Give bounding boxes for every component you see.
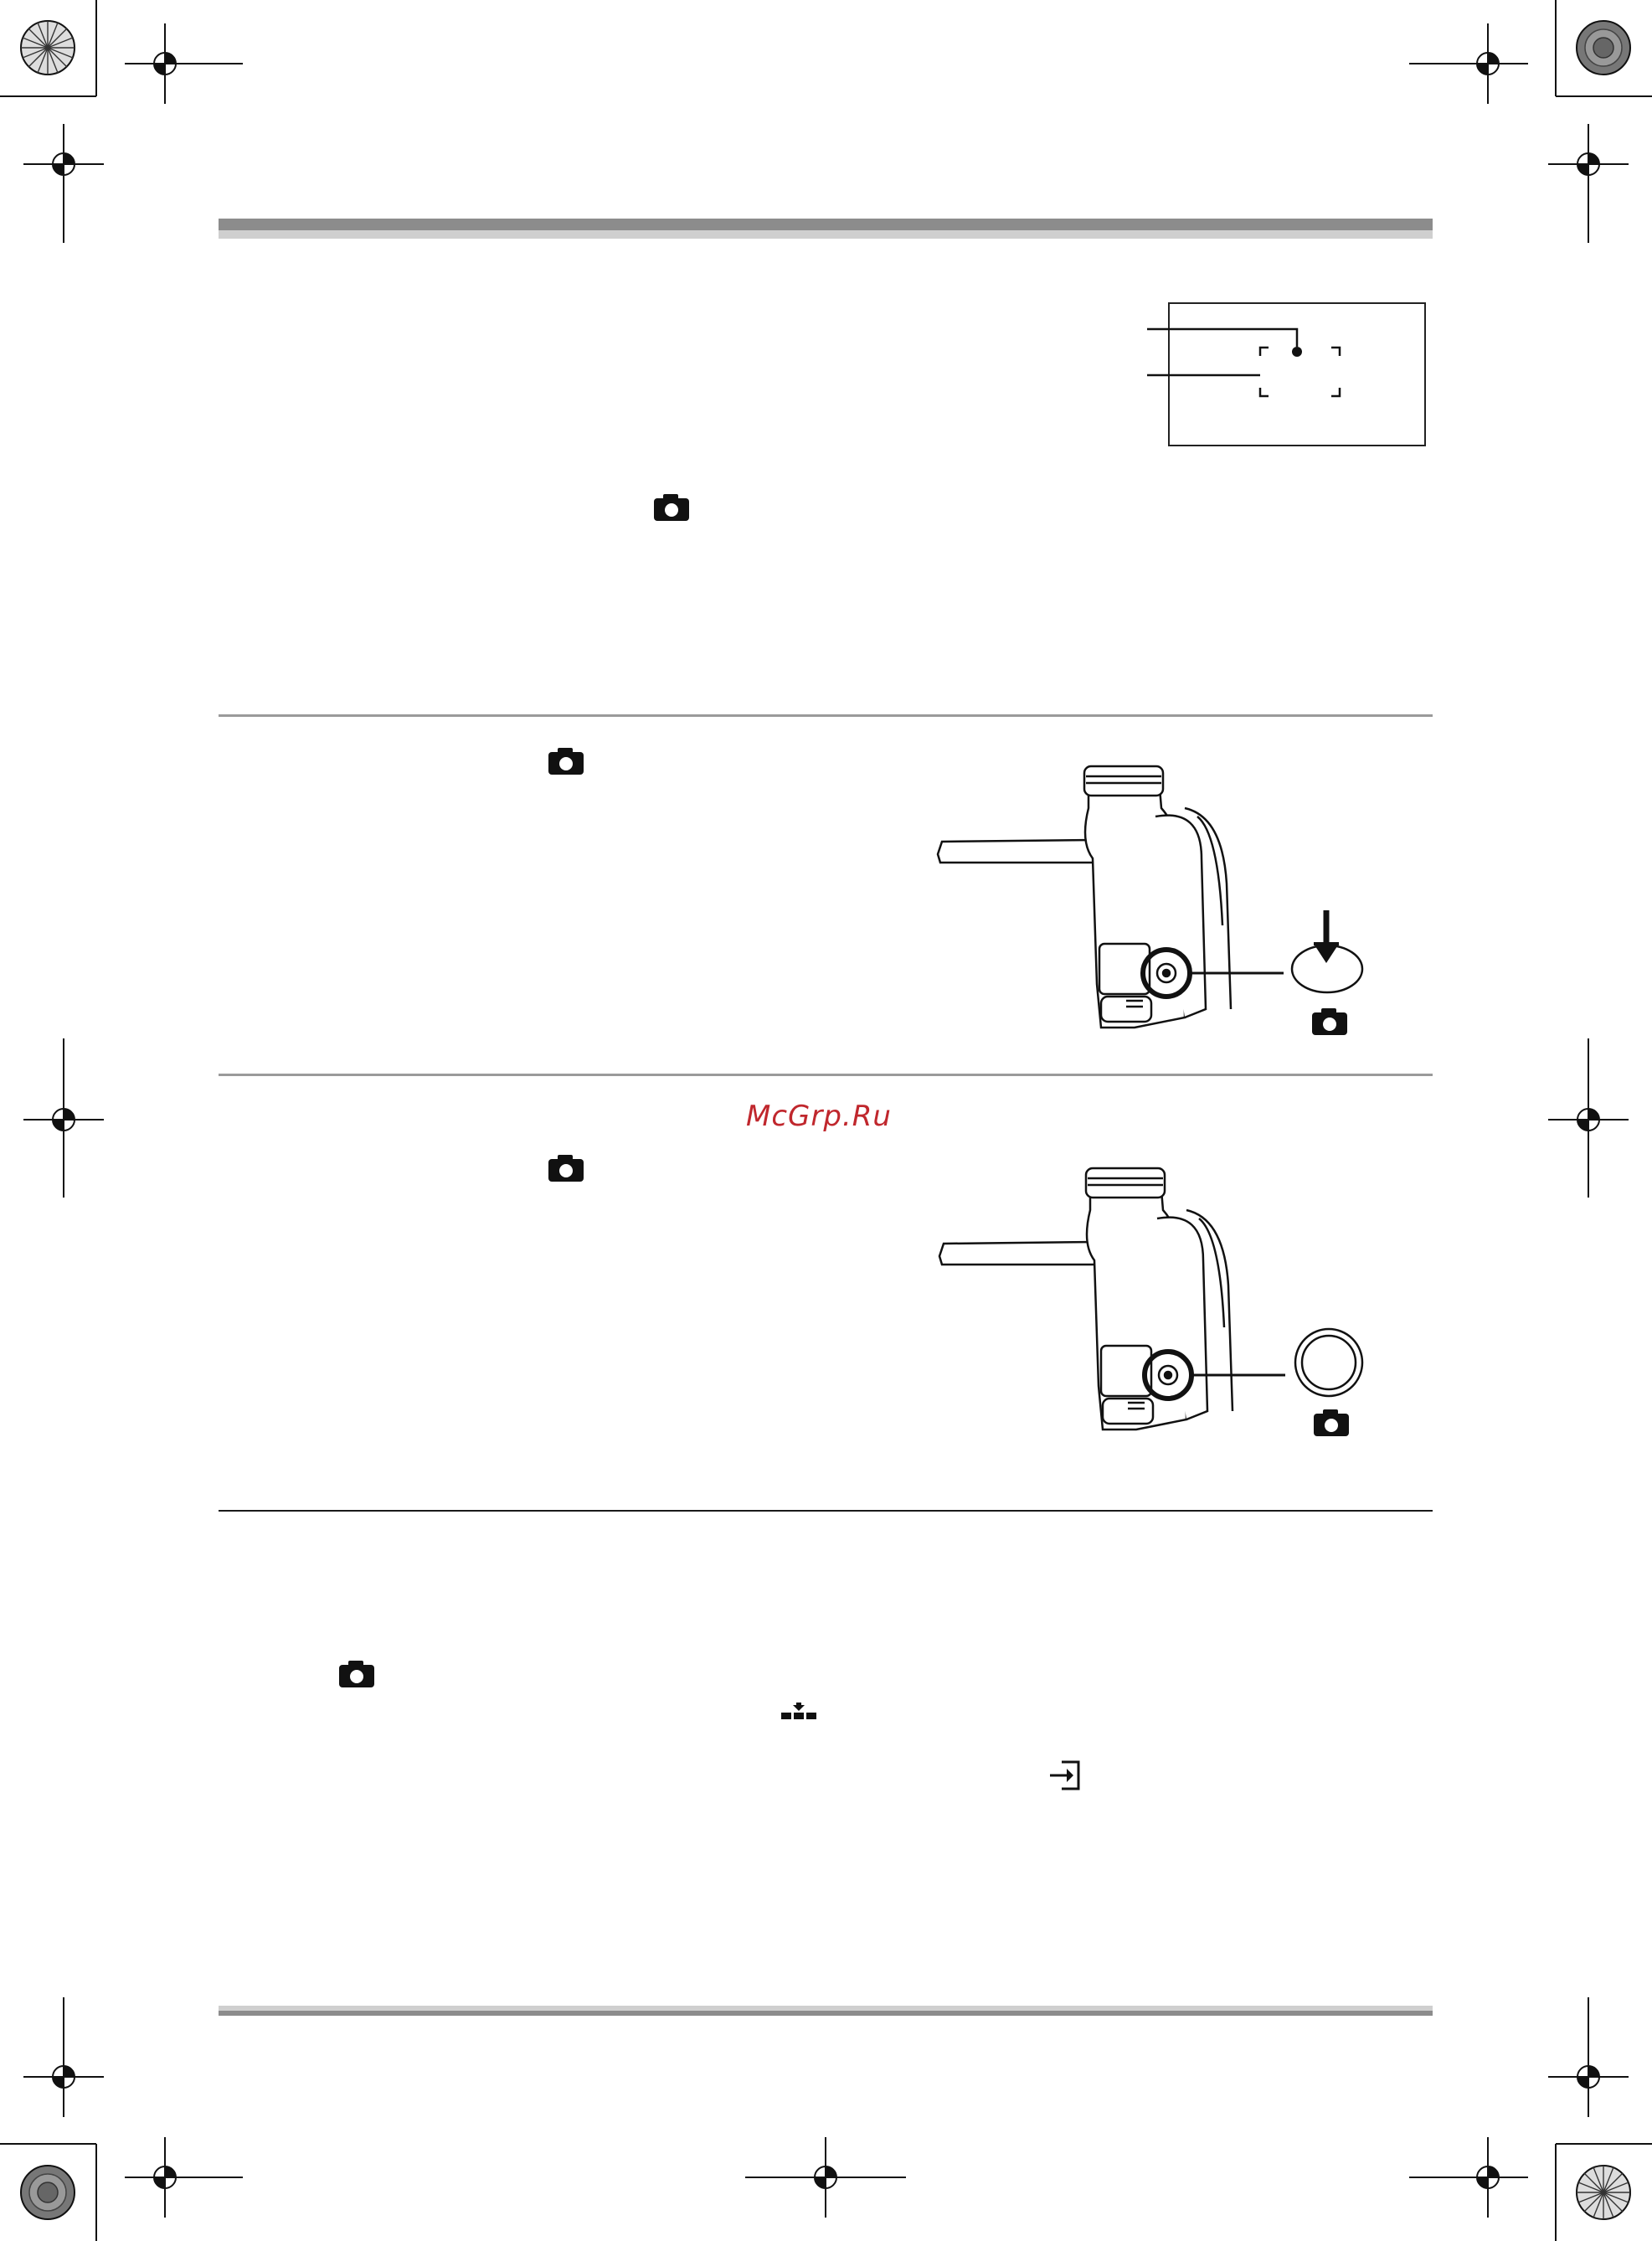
- section-divider: [219, 1510, 1433, 1512]
- camcorder-full-press-illustration: [935, 1160, 1371, 1445]
- camera-icon: [548, 1154, 584, 1182]
- enter-icon: [1048, 1759, 1082, 1792]
- camera-icon: [653, 493, 690, 522]
- camera-icon: [548, 747, 584, 775]
- menu-icon: [780, 1703, 817, 1723]
- section-divider: [219, 1074, 1433, 1076]
- section-divider: [219, 714, 1433, 717]
- camera-icon: [338, 1660, 375, 1688]
- camcorder-half-press-illustration: [934, 758, 1369, 1043]
- watermark: McGrp.Ru: [746, 1100, 892, 1133]
